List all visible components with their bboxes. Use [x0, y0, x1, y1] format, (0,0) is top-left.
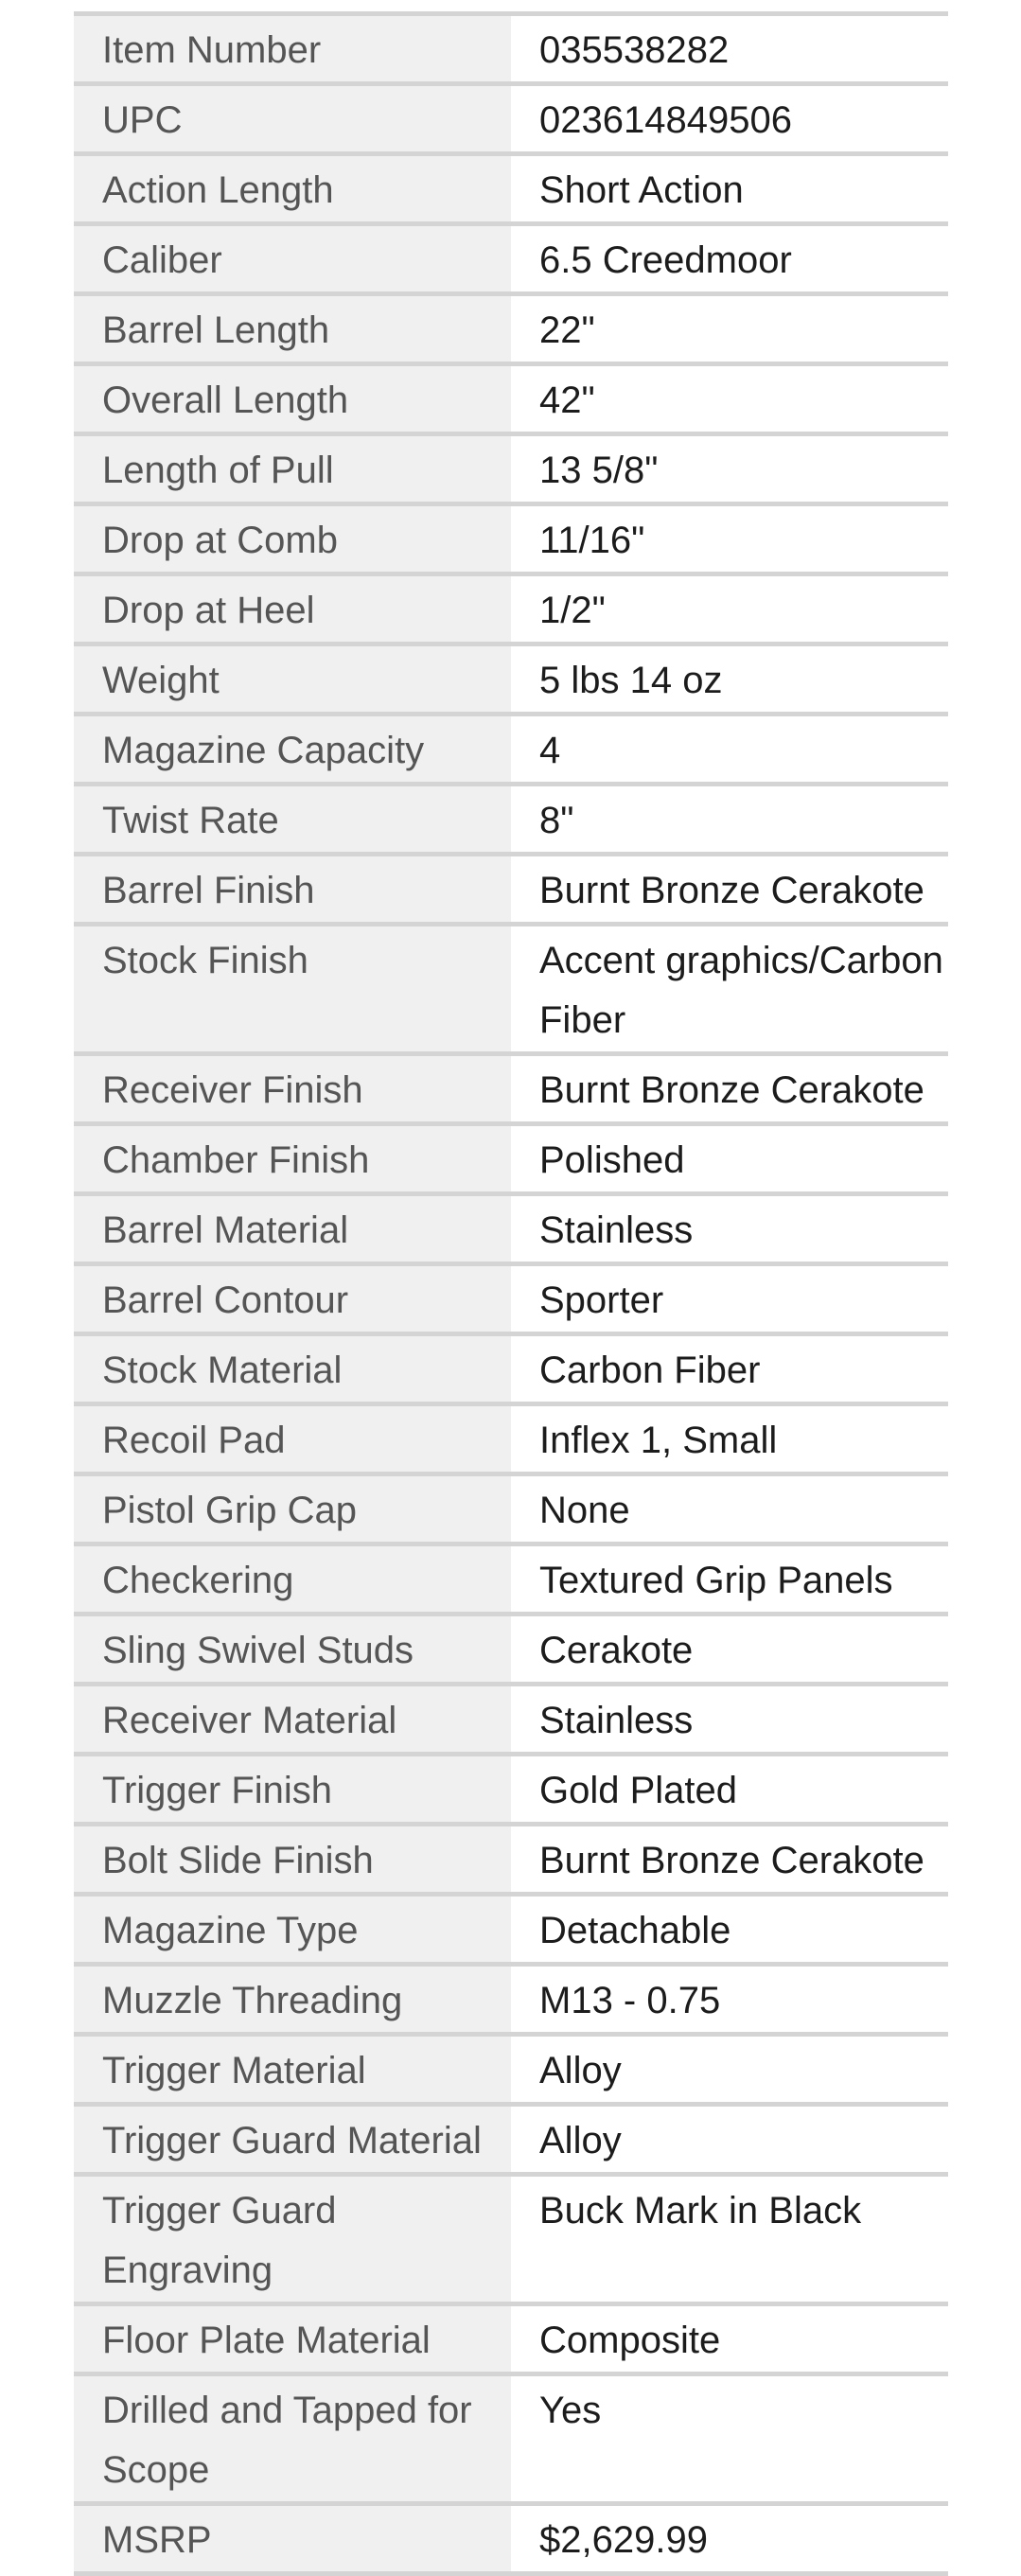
spec-row — [74, 364, 948, 434]
spec-value: Alloy — [511, 2035, 948, 2105]
spec-row — [74, 644, 948, 715]
spec-row — [74, 925, 948, 1054]
spec-value: Short Action — [511, 154, 948, 224]
spec-value: Polished — [511, 1124, 948, 1194]
spec-label: Drilled and Tapped for Scope — [74, 2374, 511, 2504]
spec-label: Stock Finish — [74, 925, 511, 1054]
spec-row — [74, 1965, 948, 2035]
specifications-table — [74, 11, 948, 2576]
spec-value: 22" — [511, 294, 948, 364]
spec-label: Receiver Finish — [74, 1054, 511, 1124]
spec-value: None — [511, 1474, 948, 1544]
spec-row — [74, 154, 948, 224]
spec-value: M13 - 0.75 — [511, 1965, 948, 2035]
spec-value: Inflex 1, Small — [511, 1404, 948, 1474]
spec-row — [74, 504, 948, 574]
spec-row — [74, 1194, 948, 1264]
spec-label: Pistol Grip Cap — [74, 1474, 511, 1544]
spec-row — [74, 1054, 948, 1124]
spec-value: Composite — [511, 2304, 948, 2374]
spec-label: Sling Swivel Studs — [74, 1614, 511, 1685]
spec-value: Stainless — [511, 1194, 948, 1264]
spec-row — [74, 1124, 948, 1194]
spec-label: Item Number — [74, 14, 511, 84]
spec-label: Magazine Type — [74, 1895, 511, 1965]
spec-value: Textured Grip Panels — [511, 1544, 948, 1614]
spec-value: 13 5/8" — [511, 434, 948, 504]
spec-row — [74, 1825, 948, 1895]
spec-row — [74, 1685, 948, 1755]
spec-value: Stainless — [511, 1685, 948, 1755]
spec-label: Weight — [74, 644, 511, 715]
spec-row — [74, 2105, 948, 2175]
spec-row — [74, 1404, 948, 1474]
spec-label: Drop at Heel — [74, 574, 511, 644]
spec-value: 4 — [511, 715, 948, 785]
spec-value: 6.5 Creedmoor — [511, 224, 948, 294]
spec-value: 11/16" — [511, 504, 948, 574]
spec-value: Alloy — [511, 2105, 948, 2175]
spec-label: Caliber — [74, 224, 511, 294]
spec-value: 5 lbs 14 oz — [511, 644, 948, 715]
spec-row — [74, 1544, 948, 1614]
spec-label: Overall Length — [74, 364, 511, 434]
spec-row — [74, 224, 948, 294]
spec-row — [74, 2304, 948, 2374]
spec-value: Burnt Bronze Cerakote — [511, 1825, 948, 1895]
spec-value: 1/2" — [511, 574, 948, 644]
spec-row — [74, 14, 948, 84]
spec-row — [74, 84, 948, 154]
spec-row — [74, 855, 948, 925]
spec-label: Floor Plate Material — [74, 2304, 511, 2374]
spec-label: Stock Material — [74, 1334, 511, 1404]
spec-label: Barrel Material — [74, 1194, 511, 1264]
spec-row — [74, 785, 948, 855]
spec-row — [74, 2035, 948, 2105]
spec-value: Burnt Bronze Cerakote — [511, 855, 948, 925]
spec-value: Burnt Bronze Cerakote — [511, 1054, 948, 1124]
spec-value: 42" — [511, 364, 948, 434]
spec-row — [74, 2175, 948, 2304]
spec-row — [74, 1755, 948, 1825]
specifications-table-body — [74, 14, 948, 2574]
spec-row — [74, 715, 948, 785]
spec-label: Trigger Material — [74, 2035, 511, 2105]
spec-label: Magazine Capacity — [74, 715, 511, 785]
spec-value: Carbon Fiber — [511, 1334, 948, 1404]
spec-label: Action Length — [74, 154, 511, 224]
spec-value: Buck Mark in Black — [511, 2175, 948, 2304]
spec-label: UPC — [74, 84, 511, 154]
spec-label: Length of Pull — [74, 434, 511, 504]
spec-value: 023614849506 — [511, 84, 948, 154]
spec-row — [74, 1614, 948, 1685]
spec-row — [74, 434, 948, 504]
spec-label: MSRP — [74, 2504, 511, 2574]
spec-label: Chamber Finish — [74, 1124, 511, 1194]
spec-label: Trigger Guard Material — [74, 2105, 511, 2175]
spec-value: Sporter — [511, 1264, 948, 1334]
spec-value: Detachable — [511, 1895, 948, 1965]
spec-label: Recoil Pad — [74, 1404, 511, 1474]
spec-value: Cerakote — [511, 1614, 948, 1685]
spec-label: Barrel Finish — [74, 855, 511, 925]
spec-value: Gold Plated — [511, 1755, 948, 1825]
spec-label: Trigger Guard Engraving — [74, 2175, 511, 2304]
spec-label: Barrel Contour — [74, 1264, 511, 1334]
spec-row — [74, 1334, 948, 1404]
spec-label: Drop at Comb — [74, 504, 511, 574]
spec-value: Accent graphics/Carbon Fiber — [511, 925, 948, 1054]
spec-row — [74, 294, 948, 364]
spec-value: 035538282 — [511, 14, 948, 84]
spec-value: 8" — [511, 785, 948, 855]
spec-row — [74, 574, 948, 644]
spec-label: Muzzle Threading — [74, 1965, 511, 2035]
spec-label: Checkering — [74, 1544, 511, 1614]
spec-label: Trigger Finish — [74, 1755, 511, 1825]
spec-value: $2,629.99 — [511, 2504, 948, 2574]
spec-row — [74, 2374, 948, 2504]
spec-row — [74, 1264, 948, 1334]
spec-row — [74, 2504, 948, 2574]
spec-label: Bolt Slide Finish — [74, 1825, 511, 1895]
spec-row — [74, 1474, 948, 1544]
spec-label: Twist Rate — [74, 785, 511, 855]
spec-label: Receiver Material — [74, 1685, 511, 1755]
spec-label: Barrel Length — [74, 294, 511, 364]
spec-row — [74, 1895, 948, 1965]
spec-value: Yes — [511, 2374, 948, 2504]
